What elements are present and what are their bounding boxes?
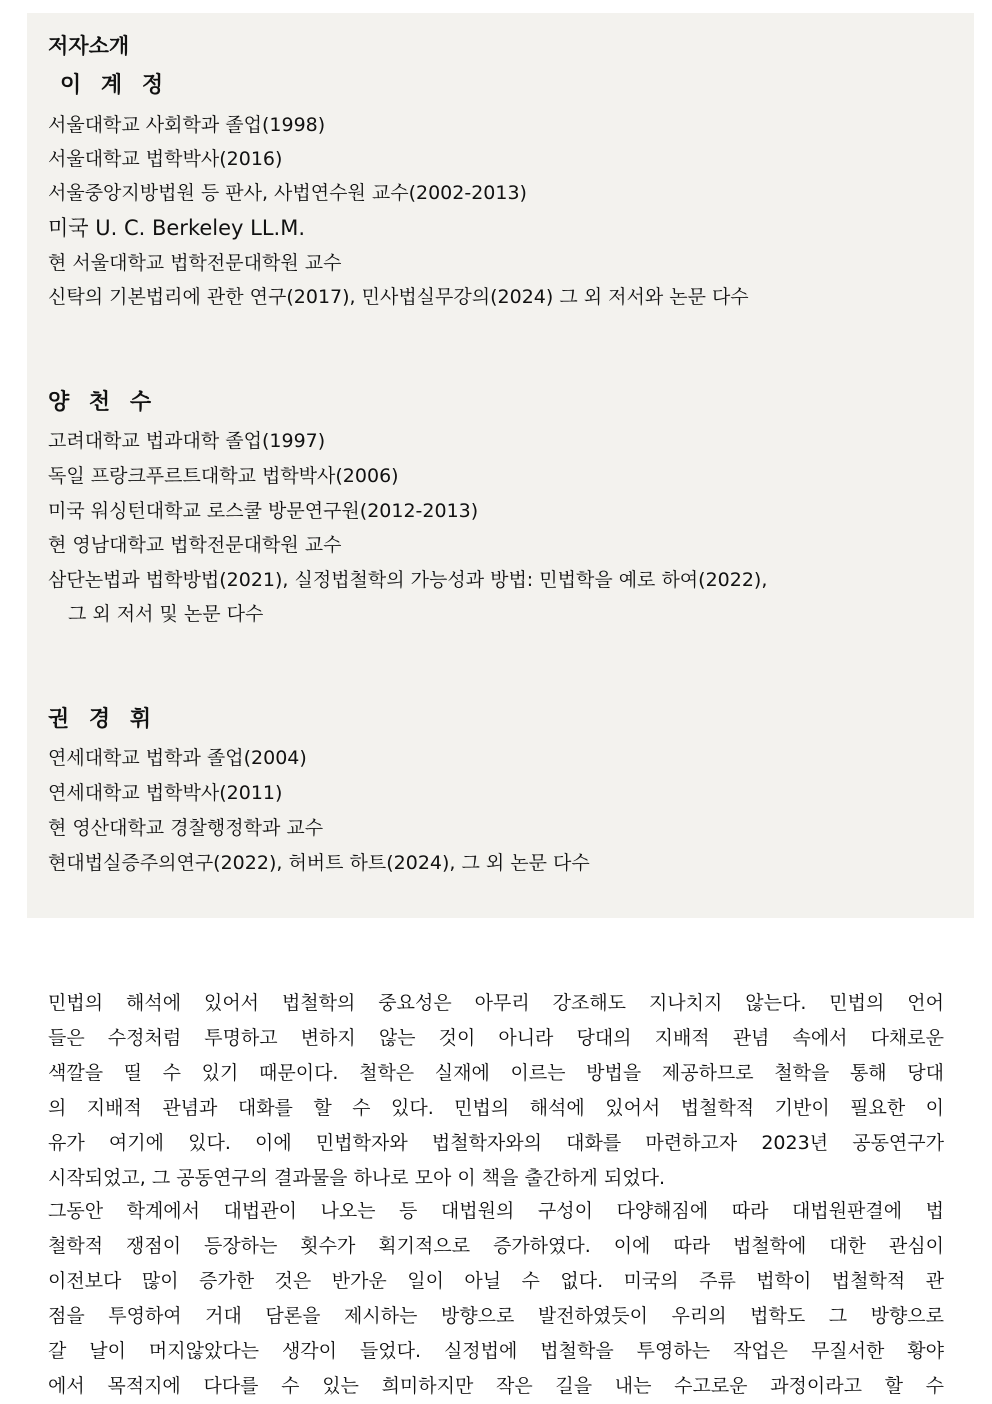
author-publications: 그 외 저서 및 논문 다수 [68, 603, 264, 625]
author-credential: 연세대학교 법학박사(2011) [48, 782, 283, 804]
paragraph-line: 갈 날이 머지않았다는 생각이 들었다. 실정법에 법철학을 투영하는 작업은 무질서한 황야 [48, 1340, 944, 1362]
author-credential: 독일 프랑크푸르트대학교 법학박사(2006) [48, 465, 399, 487]
preface-paragraph [48, 986, 944, 1196]
author-credential: 미국 워싱턴대학교 로스쿨 방문연구원(2012-2013) [48, 500, 479, 522]
paragraph-line: 에서 목적지에 다다를 수 있는 희미하지만 작은 길을 내는 수고로운 과정이라고 할 수 [48, 1375, 944, 1397]
paragraph-line: 색깔을 띨 수 있기 때문이다. 철학은 실재에 이르는 방법을 제공하므로 철학을 통해 당대 [48, 1062, 944, 1084]
author-publications: 삼단논법과 법학방법(2021), 실정법철학의 가능성과 방법: 민법학을 예로 하여(2022), [48, 569, 768, 591]
author-publications: 신탁의 기본법리에 관한 연구(2017), 민사법실무강의(2024) 그 외 저서와 논문 다수 [48, 286, 749, 308]
author-credential: 서울중앙지방법원 등 판사, 사법연수원 교수(2002-2013) [48, 182, 527, 204]
preface-paragraph [48, 1194, 944, 1404]
author-name: 권 경 휘 [48, 707, 158, 732]
paragraph-line: 의 지배적 관념과 대화를 할 수 있다. 민법의 해석에 있어서 법철학적 기반이 필요한 이 [48, 1097, 944, 1119]
author-credential: 서울대학교 법학박사(2016) [48, 148, 283, 170]
author-credential: 미국 U. C. Berkeley LL.M. [48, 216, 306, 240]
paragraph-line: 민법의 해석에 있어서 법철학의 중요성은 아무리 강조해도 지나치지 않는다. 민법의 언어 [48, 992, 944, 1014]
paragraph-line: 점을 투영하여 거대 담론을 제시하는 방향으로 발전하였듯이 우리의 법학도 그 방향으로 [48, 1305, 944, 1327]
paragraph-line: 그동안 학계에서 대법관이 나오는 등 대법원의 구성이 다양해짐에 따라 대법원판결에 법 [48, 1200, 944, 1222]
author-name: 이 계 정 [60, 73, 170, 98]
paragraph-line: 시작되었고, 그 공동연구의 결과물을 하나로 모아 이 책을 출간하게 되었다. [48, 1167, 666, 1189]
author-name: 양 천 수 [48, 390, 158, 415]
author-credential: 서울대학교 사회학과 졸업(1998) [48, 114, 326, 136]
section-heading: 저자소개 [48, 34, 130, 58]
paragraph-line: 유가 여기에 있다. 이에 민법학자와 법철학자와의 대화를 마련하고자 2023년 공동연구가 [48, 1132, 944, 1154]
paragraph-line: 철학적 쟁점이 등장하는 횟수가 획기적으로 증가하였다. 이에 따라 법철학에 대한 관심이 [48, 1235, 944, 1257]
paragraph-line: 들은 수정처럼 투명하고 변하지 않는 것이 아니라 당대의 지배적 관념 속에서 다채로운 [48, 1027, 944, 1049]
author-credential: 현 서울대학교 법학전문대학원 교수 [48, 252, 342, 274]
author-publications: 현대법실증주의연구(2022), 허버트 하트(2024), 그 외 논문 다수 [48, 852, 590, 874]
paragraph-line: 이전보다 많이 증가한 것은 반가운 일이 아닐 수 없다. 미국의 주류 법학이 법철학적 관 [48, 1270, 944, 1292]
author-credential: 고려대학교 법과대학 졸업(1997) [48, 430, 326, 452]
author-credential: 현 영산대학교 경찰행정학과 교수 [48, 817, 324, 839]
author-credential: 연세대학교 법학과 졸업(2004) [48, 747, 307, 769]
author-credential: 현 영남대학교 법학전문대학원 교수 [48, 534, 342, 556]
